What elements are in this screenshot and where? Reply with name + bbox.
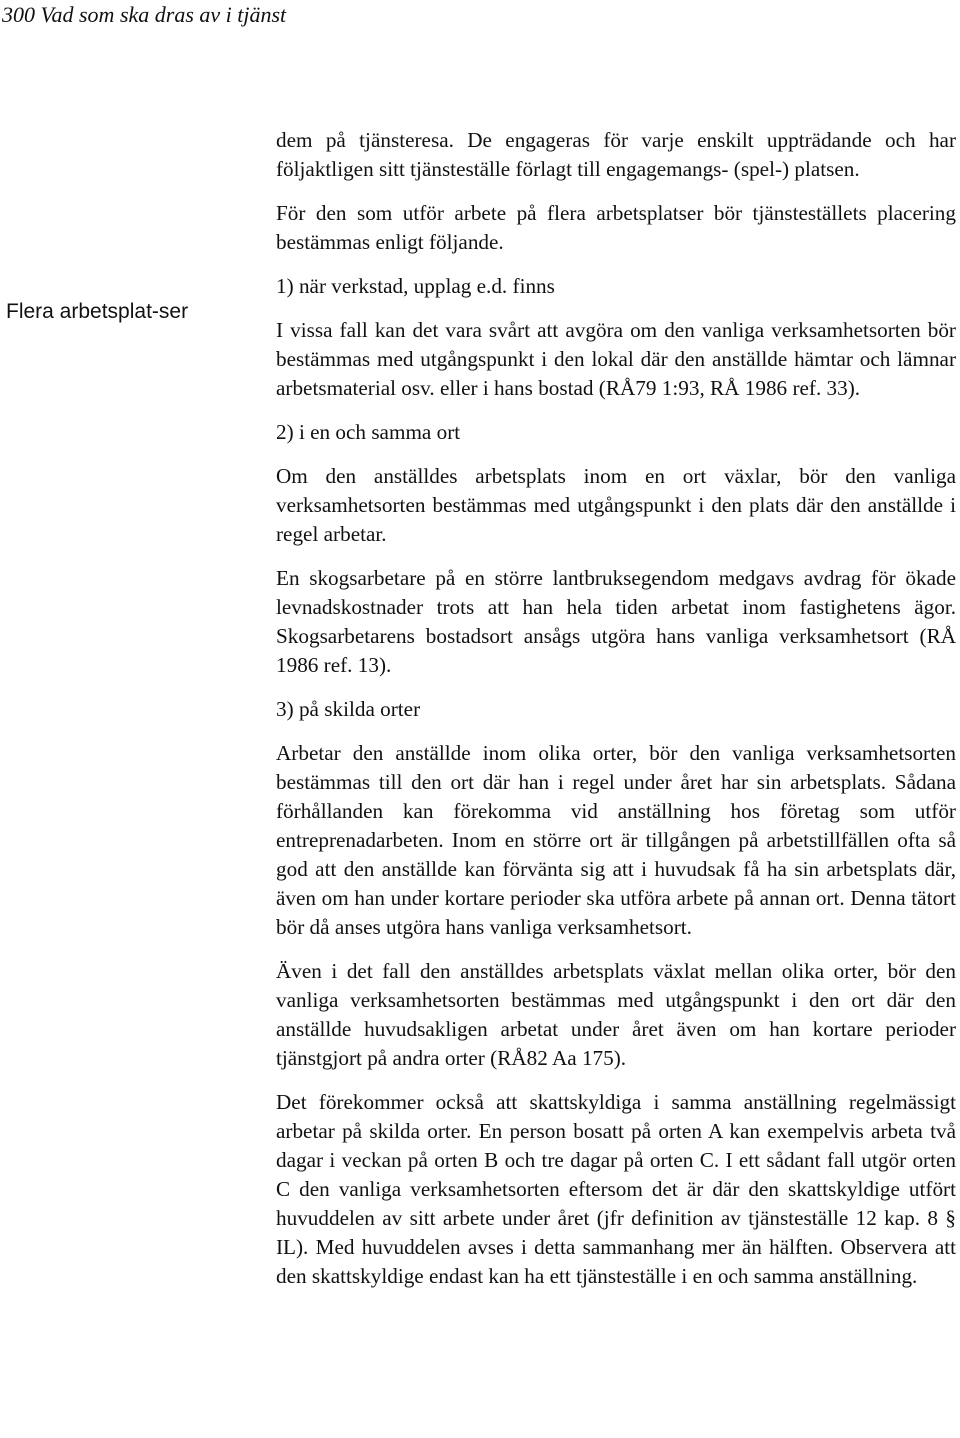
margin-note: Flera arbetsplat-ser bbox=[6, 300, 189, 323]
body-text bbox=[276, 126, 956, 1306]
paragraph: Arbetar den anställde inom olika orter, bör den vanliga verksamhetsorten bestämmas till den ort där han i regel under året har sin arbetsplats. Sådana förhållanden kan förekomma vid anställning hos företag som utför entreprenadarbeten. Inom en större ort är tillgången på arbetstillfällen ofta så god att den anställde kan förvänta sig att i huvudsak få ha sin arbetsplats där, även om han under kortare perioder ska utföra arbete på annan ort. Denna tätort bör då anses utgöra hans vanliga verksamhetsort. bbox=[276, 741, 956, 939]
paragraph: Om den anställdes arbetsplats inom en ort växlar, bör den vanliga verksamhetsorten bestämmas med utgångspunkt i den plats där den anställde i regel arbetar. bbox=[276, 464, 956, 546]
paragraph: För den som utför arbete på flera arbetsplatser bör tjänsteställets placering bestämmas enligt följande. bbox=[276, 201, 956, 254]
subheading: 2) i en och samma ort bbox=[276, 420, 461, 444]
paragraph: I vissa fall kan det vara svårt att avgöra om den vanliga verksamhetsorten bör bestämmas med utgångspunkt i den lokal där den anställde hämtar och lämnar arbetsmaterial osv. eller i hans bostad (RÅ79 1:93, RÅ 1986 ref. 33). bbox=[276, 318, 956, 400]
paragraph: En skogsarbetare på en större lantbruksegendom medgavs avdrag för ökade levnadskostnader trots att han hela tiden arbetat inom fastighetens ägor. Skogsarbetarens bostadsort ansågs utgöra hans vanliga verksamhetsort (RÅ 1986 ref. 13). bbox=[276, 566, 956, 677]
running-header: 300 Vad som ska dras av i tjänst bbox=[2, 2, 287, 27]
paragraph: Även i det fall den anställdes arbetsplats växlat mellan olika orter, bör den vanliga verksamhetsorten bestämmas med utgångspunkt i den ort där den anställde huvudsakligen arbetat under året även om han kortare perioder tjänstgjort på andra orter (RÅ82 Aa 175). bbox=[276, 959, 956, 1070]
paragraph: dem på tjänsteresa. De engageras för varje enskilt uppträdande och har följaktligen sitt tjänsteställe förlagt till engagemangs- (spel-) platsen. bbox=[276, 128, 956, 181]
paragraph: Det förekommer också att skattskyldiga i samma anställning regelmässigt arbetar på skilda orter. En person bosatt på orten A kan exempelvis arbeta två dagar i veckan på orten B och tre dagar på orten C. I ett sådant fall utgör orten C den vanliga verksamhetsorten eftersom det är där den skattskyldige utfört huvuddelen av sitt arbete under året (jfr definition av tjänsteställe 12 kap. 8 § IL). Med huvuddelen avses i detta sammanhang mer än hälften. Observera att den skattskyldige endast kan ha ett tjänsteställe i en och samma anställning. bbox=[276, 1090, 956, 1288]
subheading: 3) på skilda orter bbox=[276, 697, 421, 721]
subheading: 1) när verkstad, upplag e.d. finns bbox=[276, 274, 555, 298]
